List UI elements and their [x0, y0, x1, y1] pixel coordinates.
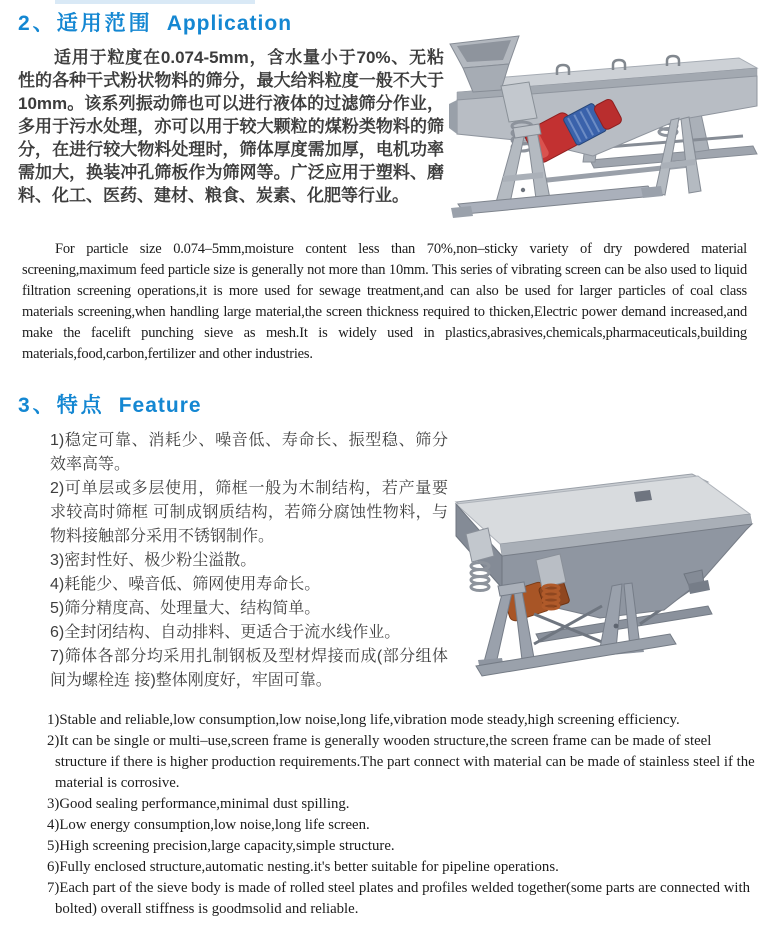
application-paragraph-en: For particle size 0.074–5mm,moisture content less than 70%,non–sticky variety of dry powdered material screening,maximum feed particle size is generally not more than 10mm. This series of vibrating screen can be also used to liquid filtration screening operations,it is more used for sewage treatment,and can also be used for larger particles of coal class materials screening,when handling large material,the screen thickness required to thicken,Electric power demand increased,and make the facelift punching sieve as mesh.It is widely used in plastics,abrasives,chemicals,pharmaceuticals,building materials,food,carbon,fertilizer and other industries. — [22, 241, 747, 362]
top-edge-artifact — [55, 0, 255, 4]
feature-item-en: 3)Good sealing performance,minimal dust spilling. — [47, 796, 350, 812]
vibrating-screen-photo-2 — [440, 466, 761, 678]
feature-item-en: 2)It can be single or multi–use,screen frame is generally wooden structure,the screen frame can be made of steel structure if there is higher production requirements.The part connect with material can be made of stainless steel if the material is corrosive. — [47, 733, 755, 791]
feature-item-cn: 5)筛分精度高、处理量大、结构简单。 — [50, 600, 321, 617]
feature-item-cn: 1)稳定可靠、消耗少、噪音低、寿命长、振型稳、筛分效率高等。 — [50, 432, 448, 473]
feature-item-cn: 3)密封性好、极少粉尘溢散。 — [50, 552, 257, 569]
feature-item-en: 5)High screening precision,large capacity,simple structure. — [47, 838, 395, 854]
feature-item-en: 6)Fully enclosed structure,automatic nesting.it's better suitable for pipeline operations. — [47, 859, 559, 875]
feature-item-en: 4)Low energy consumption,low noise,long life screen. — [47, 817, 370, 833]
feature-item-cn: 6)全封闭结构、自动排料、更适合于流水线作业。 — [50, 624, 401, 641]
handle-icon — [634, 490, 652, 502]
vibrating-screen-photo-1 — [443, 28, 761, 220]
section3-number: 3、 — [18, 394, 57, 417]
feature-item-en: 7)Each part of the sieve body is made of rolled steel plates and profiles welded together(some parts are connected with bolted) overall stiffness is goodmsolid and reliable. — [47, 880, 751, 917]
section3-title-en: Feature — [118, 394, 202, 417]
application-paragraph-cn: 适用于粒度在0.074-5mm，含水量小于70%、无粘性的各种干式粉状物料的筛分，最大给料粒度一般不大于10mm。该系列振动筛也可以进行液体的过滤筛分作业，多用于污水处理，亦可以用于较大颗粒的煤粉类物料的筛分，在进行较大物料处理时，筛体厚度需加厚，电机功率需加大，换装冲孔筛板作为筛网等。广泛应用于塑料、磨料、化工、医药、建材、粮食、炭素、化肥等行业。 — [18, 48, 444, 205]
feature-list-en — [47, 710, 755, 920]
feature-item-cn: 4)耗能少、噪音低、筛网使用寿命长。 — [50, 576, 321, 593]
section3-title-cn: 特点 — [56, 394, 105, 417]
section2-number: 2、 — [18, 12, 57, 35]
section2-title-cn: 适用范围 — [56, 12, 153, 35]
feature-item-en: 1)Stable and reliable,low consumption,low noise,long life,vibration mode steady,high screening efficiency. — [47, 712, 680, 728]
feature-item-cn: 7)筛体各部分均采用扎制钢板及型材焊接而成(部分组体间为螺栓连 接)整体刚度好，牢固可靠。 — [50, 648, 448, 689]
feature-list-cn — [50, 429, 448, 693]
section3-heading — [18, 394, 202, 418]
section2-heading — [18, 12, 292, 36]
feature-item-cn: 2)可单层或多层使用，筛框一般为木制结构，若产量要求较高时筛框 可制成钢质结构，若筛分腐蚀性物料，与物料接触部分采用不锈钢制作。 — [50, 480, 448, 545]
section2-title-en: Application — [166, 12, 293, 35]
